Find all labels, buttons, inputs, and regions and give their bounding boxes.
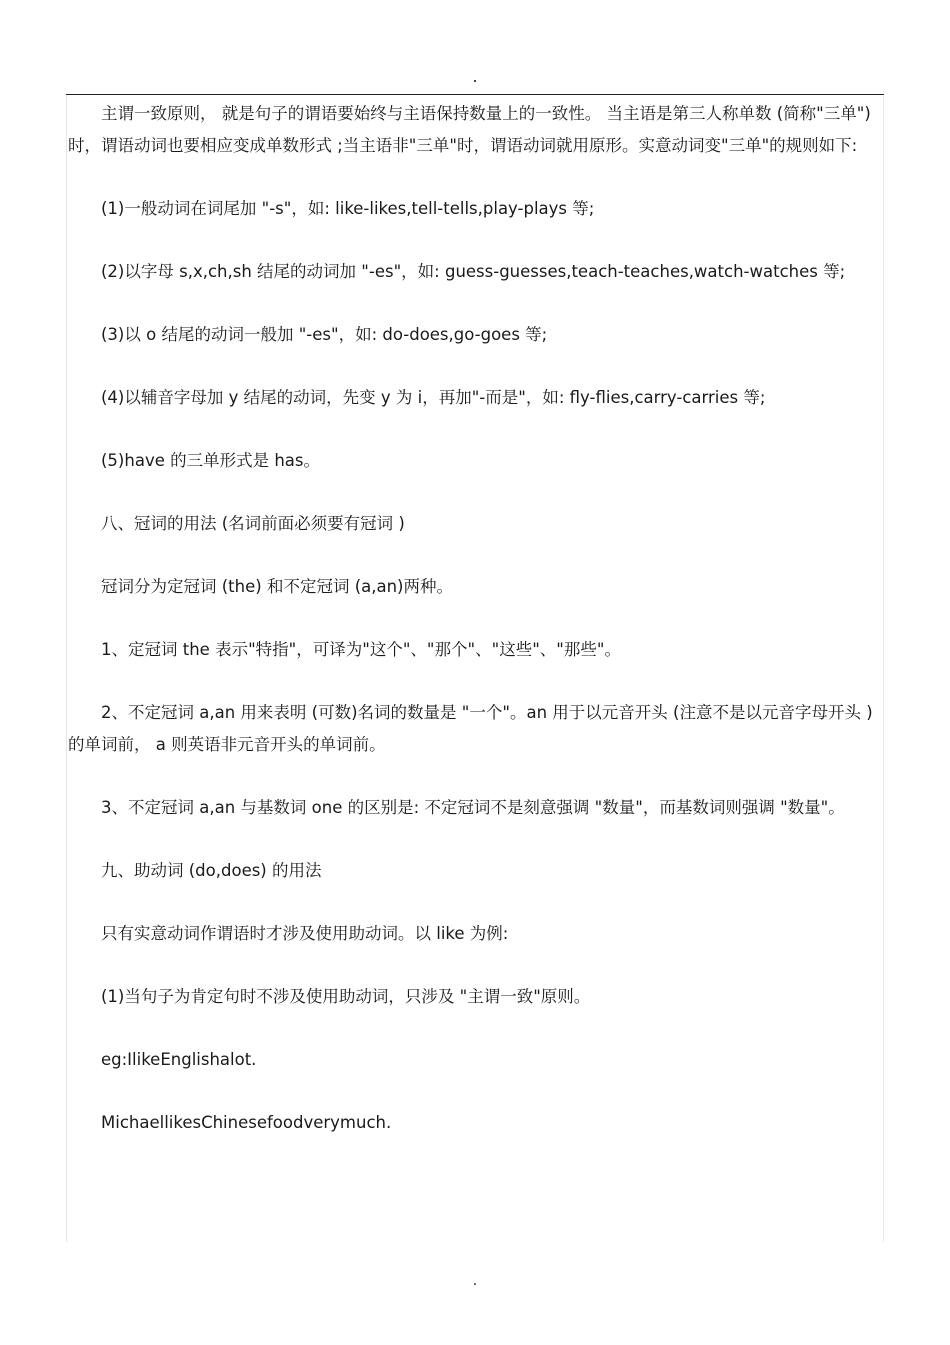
paragraph-auxiliary-intro: 只有实意动词作谓语时才涉及使用助动词。以 like 为例: xyxy=(101,924,509,943)
left-border-line xyxy=(66,96,67,1242)
paragraph-example-1: eg:IlikeEnglishalot. xyxy=(101,1050,257,1069)
paragraph-article-types: 冠词分为定冠词 (the) 和不定冠词 (a,an)两种。 xyxy=(101,577,453,596)
right-border-line xyxy=(883,96,884,1242)
document-body xyxy=(68,98,882,1170)
paragraph-affirmative-rule: (1)当句子为肯定句时不涉及使用助动词，只涉及 "主谓一致"原则。 xyxy=(101,987,591,1006)
paragraph-intro: 主谓一致原则， 就是句子的谓语要始终与主语保持数量上的一致性。 当主语是第三人称单数 (简称"三单")时，谓语动词也要相应变成单数形式 ;当主语非"三单"时，谓语动词就用原形。实意动词变"三单"的规则如下: xyxy=(68,104,871,155)
header-dot: . xyxy=(472,67,478,86)
section-heading-articles: 八、冠词的用法 (名词前面必须要有冠词 ) xyxy=(101,514,405,533)
paragraph-rule-2: (2)以字母 s,x,ch,sh 结尾的动词加 "-es"，如: guess-guesses,teach-teaches,watch-watches 等; xyxy=(101,262,846,281)
paragraph-definite-article: 1、定冠词 the 表示"特指"，可译为"这个"、"那个"、"这些"、"那些"。 xyxy=(101,640,621,659)
paragraph-article-vs-one: 3、不定冠词 a,an 与基数词 one 的区别是: 不定冠词不是刻意强调 "数量"，而基数词则强调 "数量"。 xyxy=(101,798,845,817)
footer-dot: . xyxy=(472,1273,478,1289)
paragraph-rule-5: (5)have 的三单形式是 has。 xyxy=(101,451,321,470)
paragraph-rule-1: (1)一般动词在词尾加 "-s"，如: like-likes,tell-tells,play-plays 等; xyxy=(101,199,595,218)
paragraph-indefinite-article: 2、不定冠词 a,an 用来表明 (可数)名词的数量是 "一个"。an 用于以元音开头 (注意不是以元音字母开头 )的单词前， a 则英语非元音开头的单词前。 xyxy=(68,703,873,754)
paragraph-example-2: MichaellikesChinesefoodverymuch. xyxy=(101,1113,392,1132)
paragraph-rule-3: (3)以 o 结尾的动词一般加 "-es"，如: do-does,go-goes 等; xyxy=(101,325,548,344)
paragraph-rule-4: (4)以辅音字母加 y 结尾的动词，先变 y 为 i，再加"-而是"，如: fly-flies,carry-carries 等; xyxy=(101,388,766,407)
section-heading-auxiliary: 九、助动词 (do,does) 的用法 xyxy=(101,861,322,880)
header-rule xyxy=(66,94,884,95)
